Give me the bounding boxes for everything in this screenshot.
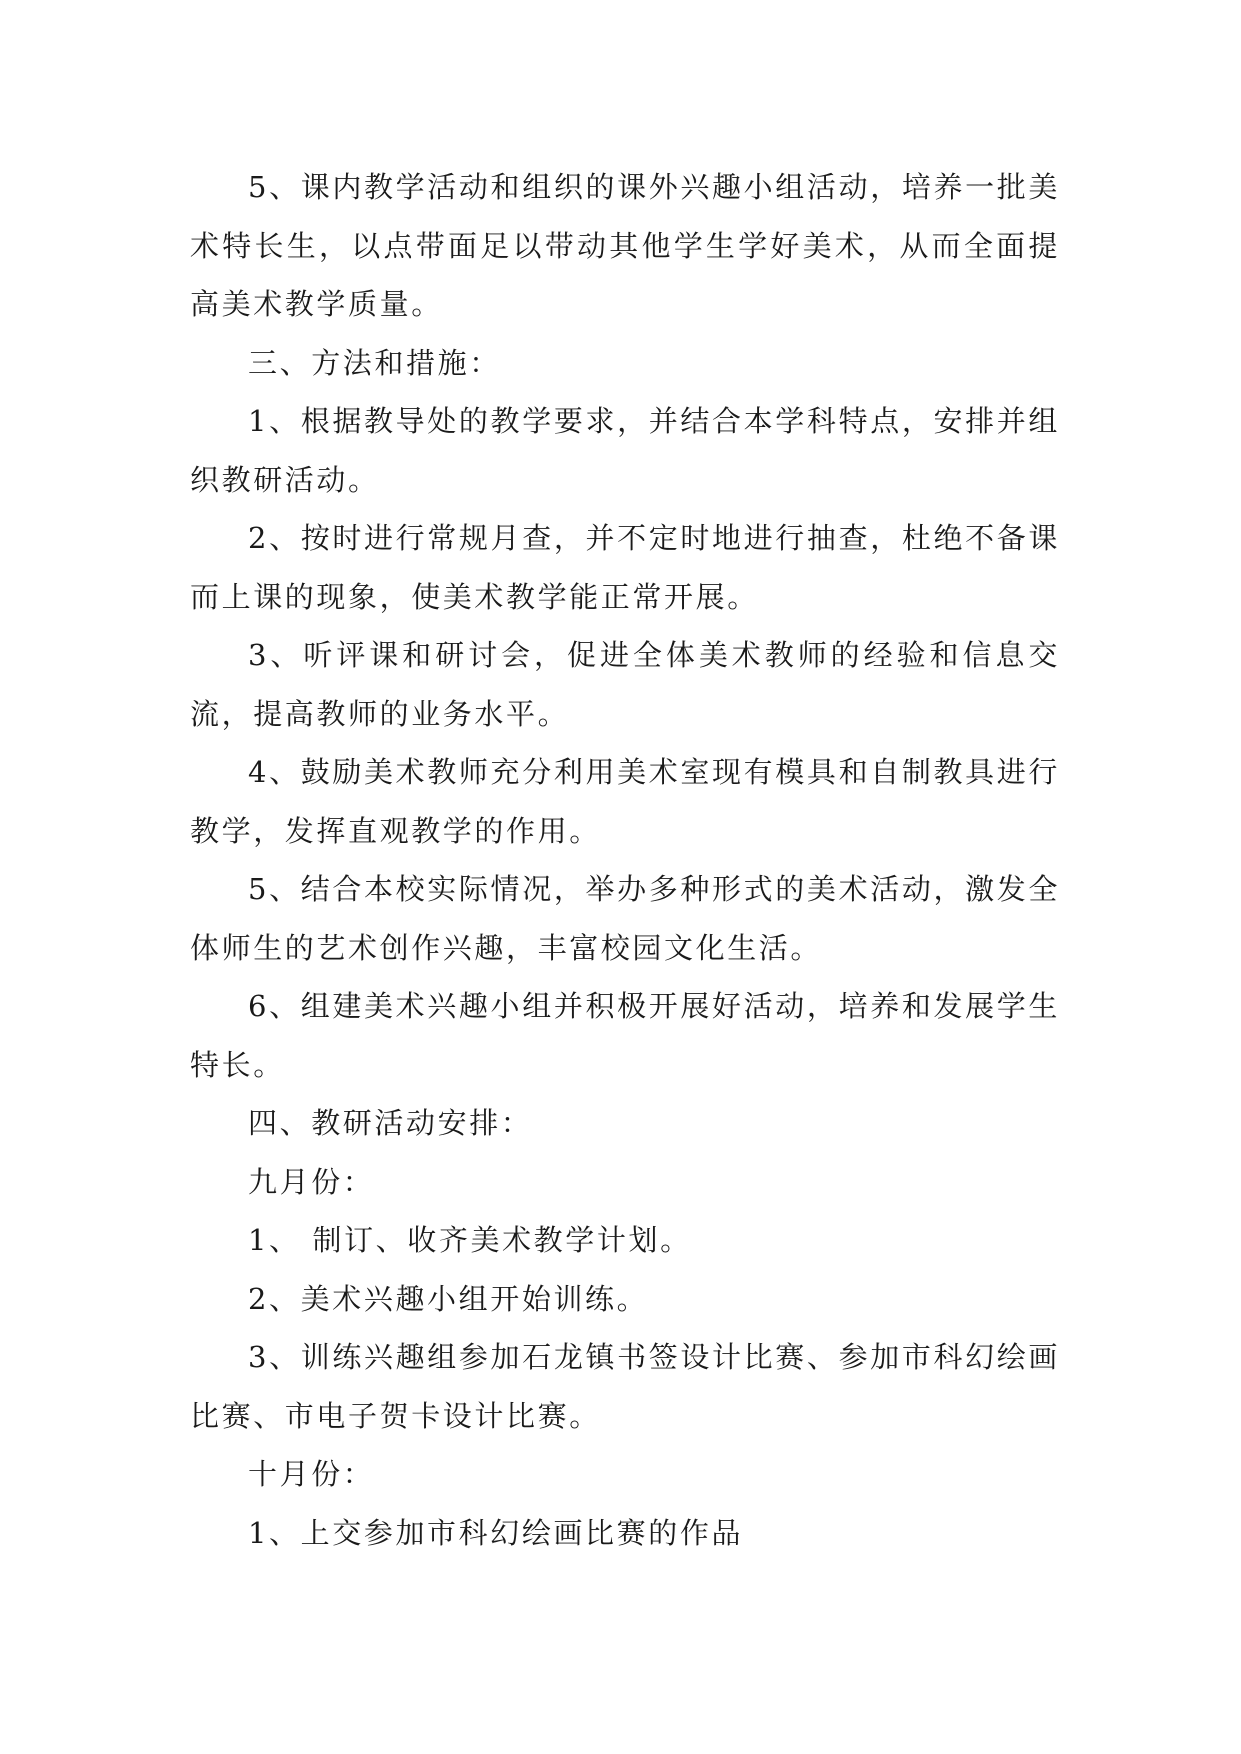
heading-october: 十月份：: [248, 1457, 375, 1491]
paragraph-method-3: 3、听评课和研讨会，促进全体美术教师的经验和信息交流，提高教师的业务水平。: [190, 638, 1060, 731]
paragraph-method-4: 4、鼓励美术教师充分利用美术室现有模具和自制教具进行教学，发挥直观教学的作用。: [190, 755, 1060, 848]
paragraph-october-1: 1、上交参加市科幻绘画比赛的作品: [248, 1515, 744, 1550]
paragraph-method-6: 6、组建美术兴趣小组并积极开展好活动，培养和发展学生特长。: [190, 989, 1060, 1082]
paragraph-method-5: 5、结合本校实际情况，举办多种形式的美术活动，激发全体师生的艺术创作兴趣，丰富校园文化生活。: [190, 872, 1060, 965]
document-body: [190, 158, 1060, 1562]
paragraph-september-1: 1、 制订、收齐美术教学计划。: [248, 1223, 692, 1257]
paragraph-september-2: 2、美术兴趣小组开始训练。: [248, 1281, 649, 1316]
heading-schedule: 四、教研活动安排：: [248, 1106, 533, 1140]
paragraph-method-2: 2、按时进行常规月查，并不定时地进行抽查，杜绝不备课而上课的现象，使美术教学能正常开展。: [190, 521, 1060, 614]
heading-september: 九月份：: [248, 1164, 375, 1199]
paragraph-september-3: 3、训练兴趣组参加石龙镇书签设计比赛、参加市科幻绘画比赛、市电子贺卡设计比赛。: [190, 1340, 1060, 1433]
paragraph-goal-5: 5、课内教学活动和组织的课外兴趣小组活动，培养一批美术特长生，以点带面足以带动其他学生学好美术，从而全面提高美术教学质量。: [190, 170, 1060, 321]
paragraph-method-1: 1、根据教导处的教学要求，并结合本学科特点，安排并组织教研活动。: [190, 404, 1060, 497]
heading-methods: 三、方法和措施：: [248, 345, 501, 380]
